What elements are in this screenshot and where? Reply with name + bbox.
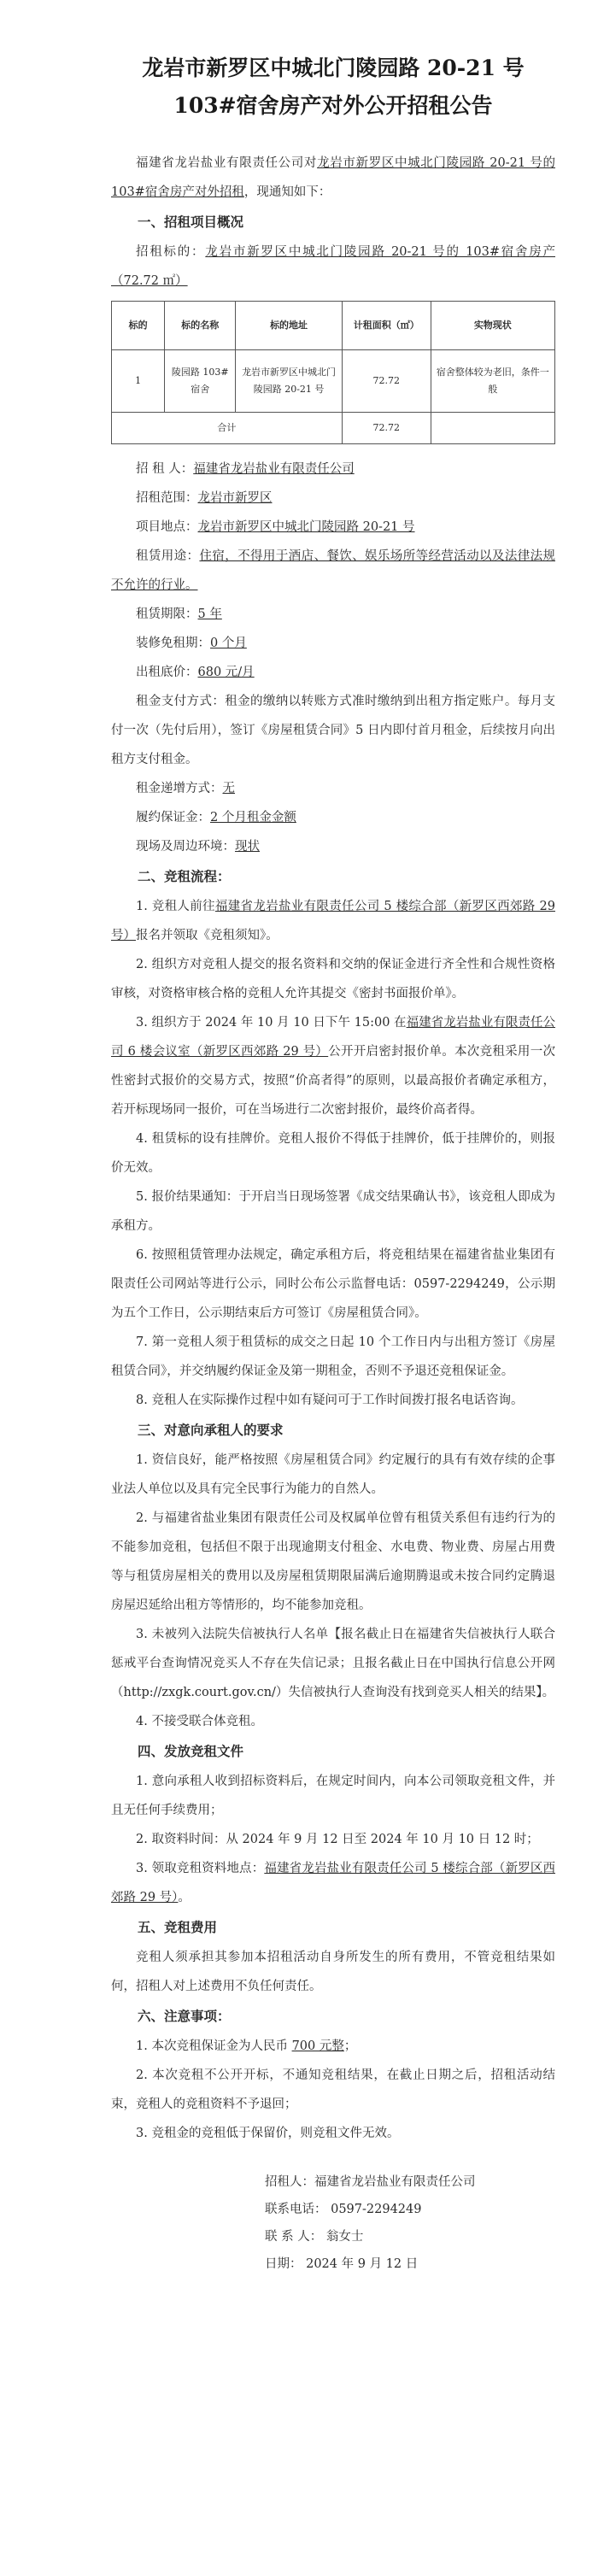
procedure-item-6: 6. 按照租赁管理办法规定，确定承租方后，将竞租结果在福建省盐业集团有限责任公司网站等进行公示，同时公布公示监督电话：0597-2294249，公示期为五个工作日，公示期结束后方可签订《房屋租赁合同》。 [111, 1248, 555, 1320]
procedure-item-4: 4. 租赁标的设有挂牌价。竞租人报价不得低于挂牌价，低于挂牌价的，则报价无效。 [111, 1132, 555, 1175]
intro-underlined: 龙岩市新罗区中城北门陵园路 20-21 号的 103#宿舍房产对外招租 [111, 156, 555, 199]
term-line [111, 600, 555, 629]
fee-paragraph: 竞租人须承担其参加本招租活动自身所发生的所有费用，不管竞租结果如何，招租人对上述费用不负任何责任。 [111, 1951, 555, 1993]
use-line [111, 542, 555, 600]
procedure-1-underlined: 福建省龙岩盐业有限责任公司 5 楼综合部（新罗区西郊路 29 号） [111, 900, 555, 942]
table-cell: 陵园路 103#宿舍 [165, 350, 236, 413]
base-price-line [111, 658, 555, 687]
location-label: 项目地点： [136, 520, 198, 534]
section-1-heading: 一、招租项目概况 [138, 214, 244, 230]
use-label: 租赁用途： [136, 549, 200, 563]
table-header: 标的地址 [236, 302, 343, 350]
use-value: 住宿，不得用于酒店、餐饮、娱乐场所等经营活动以及法律法规不允许的行业。 [111, 549, 555, 592]
procedure-3-prefix: 3. 组织方于 2024 年 10 月 10 日下午 15:00 在 [136, 1016, 407, 1030]
table-cell: 1 [112, 350, 165, 413]
requirement-item-3: 3. 未被列入法院失信被执行人名单【报名截止日在福建省失信被执行人联合惩戒平台查询情况竞买人不存在失信记录；且报名截止日在中国执行信息公开网（http://zxgk.court.gov.cn/）失信被执行人查询没有找到竞买人相关的结果】。 [111, 1628, 555, 1699]
procedure-1-suffix: 报名并领取《竞租须知》。 [136, 929, 278, 942]
subject-line [111, 238, 555, 296]
total-label: 合计 [112, 413, 343, 444]
location-line [111, 513, 555, 542]
term-value: 5 年 [197, 607, 222, 621]
notice-1-prefix: 1. 本次竞租保证金为人民币 [136, 2039, 292, 2053]
notice-item-1 [111, 2032, 555, 2061]
signature-lessor: 招租人：福建省龙岩盐业有限责任公司 [265, 2175, 476, 2189]
increase-line [111, 774, 555, 803]
deposit-label: 履约保证金： [136, 811, 210, 824]
document-item-1: 1. 意向承租人收到招标资料后，在规定时间内，向本公司领取竞租文件，并且无任何手续费用； [111, 1775, 555, 1817]
section-3-heading: 三、对意向承租人的要求 [138, 1422, 284, 1438]
table-total-row [112, 413, 555, 444]
procedure-item-8: 8. 竞租人在实际操作过程中如有疑问可于工作时间拨打报名电话咨询。 [136, 1394, 524, 1407]
table-header: 标的名称 [165, 302, 236, 350]
deposit-value: 2 个月租金金额 [210, 811, 296, 824]
table-cell: 72.72 [342, 350, 431, 413]
signature-block [111, 2168, 555, 2278]
scope-label: 招租范围： [136, 491, 198, 505]
total-value: 72.72 [342, 413, 431, 444]
procedure-item-7: 7. 第一竞租人须于租赁标的成交之日起 10 个工作日内与出租方签订《房屋租赁合同》，并交纳履约保证金及第一期租金，否则不予退还竞租保证金。 [111, 1335, 555, 1378]
document-3-prefix: 3. 领取竞租资料地点： [136, 1862, 265, 1875]
section-4-heading: 四、发放竞租文件 [138, 1743, 244, 1759]
increase-value: 无 [222, 782, 235, 795]
status-line [111, 832, 555, 861]
table-header: 实物现状 [431, 302, 554, 350]
scope-value: 龙岩市新罗区 [197, 491, 273, 505]
lease-table [111, 301, 555, 444]
status-label: 现场及周边环境： [136, 840, 235, 854]
notice-item-2: 2. 本次竞租不公开开标，不通知竞租结果，在截止日期之后，招租活动结束，竞租人的竞租资料不予退回； [111, 2068, 555, 2111]
section-5-heading: 五、竞租费用 [138, 1919, 218, 1935]
procedure-item-5: 5. 报价结果通知：于开启当日现场签署《成交结果确认书》，该竞租人即成为承租方。 [111, 1190, 555, 1233]
payment-paragraph: 租金支付方式：租金的缴纳以转账方式准时缴纳到出租方指定账户。每月支付一次（先付后用），签订《房屋租赁合同》5 日内即付首月租金，后续按月向出租方支付租金。 [111, 695, 555, 766]
term-label: 租赁期限： [136, 607, 198, 621]
document-body [111, 50, 555, 2278]
notice-1-suffix: ； [343, 2039, 357, 2053]
section-6-heading: 六、注意事项： [138, 2008, 231, 2024]
lessor-label: 招 租 人： [136, 462, 194, 476]
lessor-value: 福建省龙岩盐业有限责任公司 [193, 462, 355, 476]
status-value: 现状 [235, 840, 260, 854]
signature-date: 日期： 2024 年 9 月 12 日 [265, 2257, 419, 2271]
procedure-3-underlined: 福建省龙岩盐业有限责任公司 6 楼会议室（新罗区西郊路 29 号） [111, 1016, 556, 1059]
notice-item-3: 3. 竞租金的竞租低于保留价，则竞租文件无效。 [136, 2127, 400, 2140]
procedure-1-prefix: 1. 竞租人前往 [136, 900, 215, 913]
table-header: 计租面积（㎡） [342, 302, 431, 350]
deposit-line [111, 803, 555, 832]
intro-prefix: 福建省龙岩盐业有限责任公司对 [136, 156, 318, 170]
table-cell: 龙岩市新罗区中城北门陵园路 20-21 号 [236, 350, 343, 413]
lessor-line [111, 455, 555, 484]
document-3-underlined: 福建省龙岩盐业有限责任公司 5 楼综合部（新罗区西郊路 29 号） [111, 1862, 555, 1904]
document-title [111, 50, 555, 125]
subject-value: 龙岩市新罗区中城北门陵园路 20-21 号的 103#宿舍房产（72.72 ㎡） [111, 245, 556, 288]
base-price-label: 出租底价： [136, 666, 198, 679]
title-line-1: 龙岩市新罗区中城北门陵园路 20-21 号 [142, 56, 525, 80]
document-item-3 [111, 1854, 555, 1912]
scope-line [111, 484, 555, 513]
signature-contact: 联 系 人： 翁女士 [265, 2230, 364, 2244]
requirement-item-2: 2. 与福建省盐业集团有限责任公司及权属单位曾有租赁关系但有违约行为的不能参加竞租，包括但不限于出现逾期支付租金、水电费、物业费、房屋占用费等与租赁房屋相关的费用以及房屋租赁期限届满后逾期腾退或未按合同约定腾退房屋迟延给出租方等情形的，均不能参加竞租。 [111, 1511, 555, 1612]
total-empty [431, 413, 554, 444]
renovation-value: 0 个月 [210, 637, 247, 650]
procedure-item-1 [111, 892, 555, 950]
table-cell: 宿舍整体较为老旧，条件一般 [431, 350, 554, 413]
signature-phone: 联系电话： 0597-2294249 [265, 2203, 422, 2216]
notice-1-underlined: 700 元整 [291, 2039, 344, 2053]
subject-label: 招租标的： [136, 245, 206, 259]
increase-label: 租金递增方式： [136, 782, 223, 795]
requirement-item-4: 4. 不接受联合体竞租。 [136, 1715, 263, 1728]
section-2-heading: 二、竞租流程： [138, 868, 231, 884]
procedure-item-3 [111, 1008, 555, 1124]
intro-suffix: ，现通知如下： [243, 185, 331, 199]
table-header: 标的 [112, 302, 165, 350]
base-price-value: 680 元/月 [197, 666, 255, 679]
requirement-item-1: 1. 资信良好，能严格按照《房屋租赁合同》约定履行的具有有效存续的企事业法人单位以及具有完全民事行为能力的自然人。 [111, 1453, 555, 1496]
intro-paragraph [111, 149, 555, 207]
document-item-2: 2. 取资料时间：从 2024 年 9 月 12 日至 2024 年 10 月 10 日 12 时； [136, 1833, 539, 1846]
title-line-2: 103#宿舍房产对外公开招租公告 [173, 93, 493, 118]
procedure-3-suffix: 公开开启密封报价单。本次竞租采用一次性密封式报价的交易方式，按照“价高者得”的原则，以最高报价者确定承租方，若开标现场同一报价，可在当场进行二次密封报价，最终价高者得。 [111, 1045, 555, 1117]
renovation-label: 装修免租期： [136, 637, 210, 650]
renovation-line [111, 629, 555, 658]
table-row [112, 350, 555, 413]
table-header-row [112, 302, 555, 350]
document-3-suffix: 。 [178, 1891, 191, 1904]
procedure-item-2: 2. 组织方对竞租人提交的报名资料和交纳的保证金进行齐全性和合规性资格审核，对资格审核合格的竞租人允许其提交《密封书面报价单》。 [111, 958, 555, 1000]
location-value: 龙岩市新罗区中城北门陵园路 20-21 号 [197, 520, 415, 534]
